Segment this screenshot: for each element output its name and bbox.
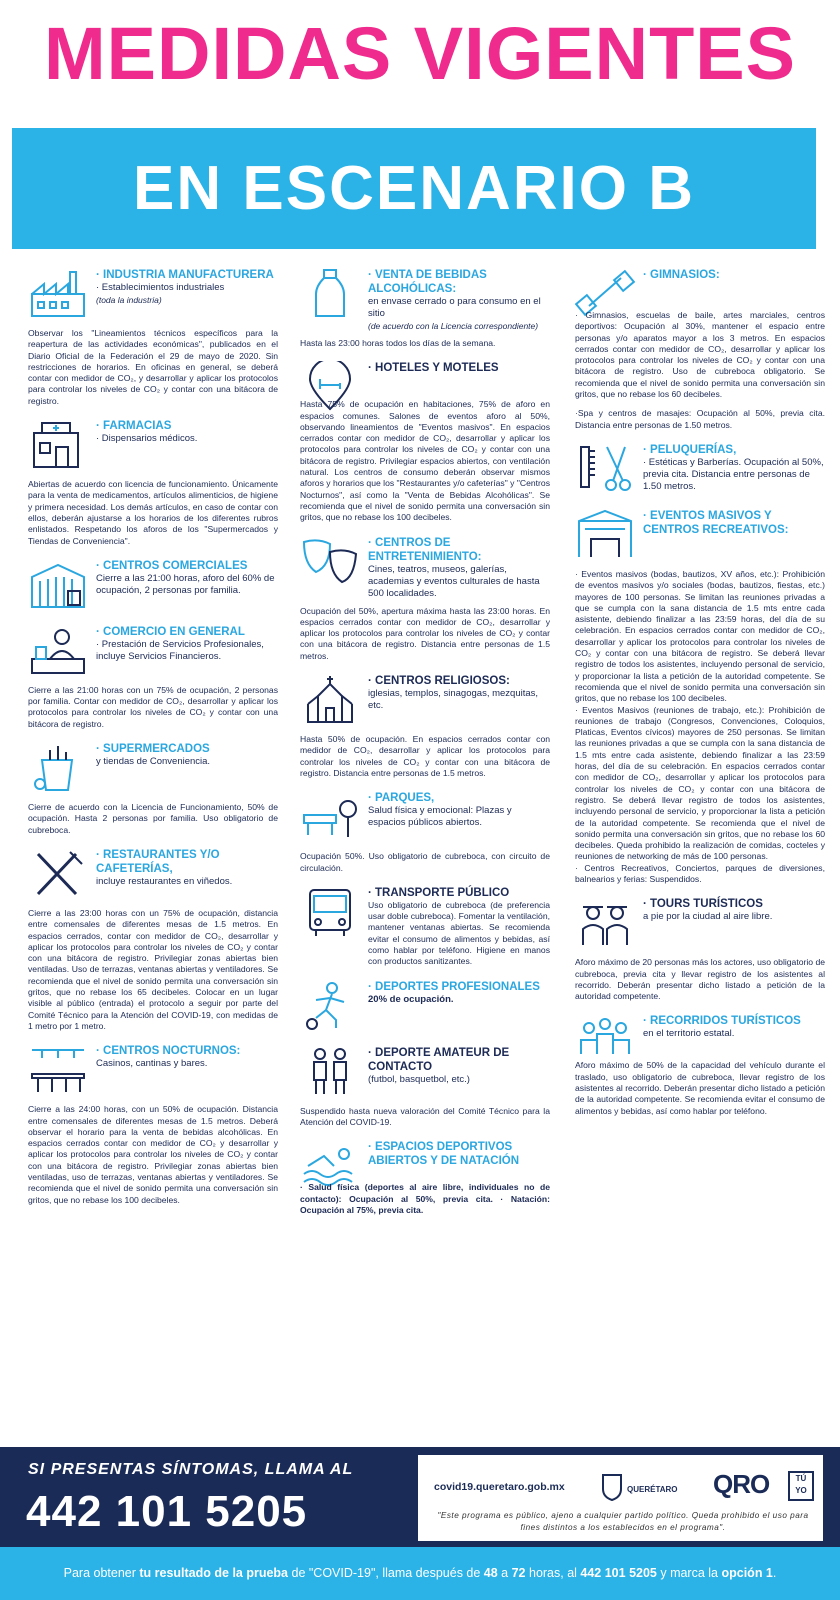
bottom-text-11: . <box>772 1566 777 1580</box>
pharmacy-icon <box>28 419 92 473</box>
qro-logo: QRO <box>713 1469 770 1499</box>
section-subtitle: Cines, teatros, museos, galerías, academias y eventos culturales de hasta 500 localidades. <box>368 563 540 599</box>
page-title: MEDIDAS VIGENTES <box>44 12 796 95</box>
section-body: Aforo máximo de 20 personas más los actores, uso obligatorio de cubreboca, previa cita y llevar registro de los asistentes al recorrido. Deberán presentar dicho listado a petición de la autoridad competente. <box>575 957 825 1002</box>
scissors-comb-icon <box>575 443 639 497</box>
section-comercio <box>28 625 278 730</box>
footer-phone[interactable]: 442 101 5205 <box>26 1487 308 1536</box>
section-peluquerias <box>575 443 825 497</box>
section-bebidas <box>300 268 550 349</box>
section-subtitle: a pie por la ciudad al aire libre. <box>643 911 773 923</box>
dumbbell-icon <box>575 268 639 308</box>
section-title: · FARMACIAS <box>96 420 172 433</box>
hotel-pin-icon <box>300 361 364 397</box>
tuyo-badge: TÚ YO <box>788 1471 814 1501</box>
column-left <box>28 268 278 1218</box>
section-subtitle: y tiendas de Conveniencia. <box>96 756 211 768</box>
footer-call-text: SI PRESENTAS SÍNTOMAS, LLAMA AL <box>28 1461 354 1478</box>
section-body: Observar los "Lineamientos técnicos específicos para la reapertura de las actividades económicas", publicados en el Diario Oficial de la Federación el 29 de mayo de 2020. Sin restricciones de horarios. En oficinas en general, se deberá contar con medidor de CO₂, y desarrollar y aplicar los protocolos para controlar los niveles de CO₂ y contar con una bitácora de registro. <box>28 328 278 406</box>
section-title: · CENTROS NOCTURNOS: <box>96 1045 241 1058</box>
church-icon <box>300 674 364 728</box>
section-title: · HOTELES Y MOTELES <box>368 362 499 375</box>
section-note: (toda la industria) <box>96 295 162 305</box>
section-restaurantes <box>28 848 278 1032</box>
section-title: · TOURS TURÍSTICOS <box>643 898 763 911</box>
bottom-text-9: y marca la <box>656 1566 722 1580</box>
column-right <box>575 268 825 1129</box>
section-eventos <box>575 509 825 885</box>
section-subtitle: Uso obligatorio de cubreboca (de preferencia usar doble cubreboca). Fomentar la ventilación, mantener ventanas abiertas. Se recomienda evitar el consumo de alimentos y bebidas, así como hablar por teléfono. Higiene en manos con productos sanitizantes. <box>368 899 550 967</box>
section-body: Hasta 50% de ocupación. En espacios cerrados contar con medidor de CO₂, desarrollar y aplicar los protocolos para controlar los niveles de CO₂ y contar con una bitácora de registro. Distancia entre personas de 1.5 metros. <box>300 734 550 778</box>
section-title: · SUPERMERCADOS <box>96 743 210 756</box>
section-subtitle: (futbol, basquetbol, etc.) <box>368 1073 470 1085</box>
bus-icon <box>300 886 364 940</box>
section-nocturnos <box>28 1044 278 1206</box>
bar-icon <box>28 1044 92 1098</box>
section-body-3: · Centros Recreativos, Conciertos, parques de diversiones, balnearios y ferias: Suspendidos. <box>575 862 825 884</box>
bottle-icon <box>300 268 364 322</box>
section-title: · ESPACIOS DEPORTIVOS ABIERTOS Y DE NATACIÓN <box>368 1141 520 1168</box>
section-body: Cierre de acuerdo con la Licencia de Funcionamiento, 50% de ocupación. Hasta 2 personas por familia. Uso obligatorio de cubreboca. <box>28 802 278 835</box>
section-title: · CENTROS DE ENTRETENIMIENTO: <box>368 536 482 563</box>
section-subtitle: Salud física y emocional: Plazas y espacios públicos abiertos. <box>368 805 512 829</box>
section-title: · CENTROS RELIGIOSOS: <box>368 675 510 688</box>
section-tours <box>575 897 825 1002</box>
section-body: Cierre a las 21:00 horas con un 75% de ocupación, 2 personas por familia. Contar con medidor de CO₂, desarrollar y aplicar los protocolos para controlar los niveles de CO₂ y contar con una bitácora de registro. <box>28 684 278 729</box>
section-subtitle: en el territorio estatal. <box>643 1028 735 1040</box>
section-body-2: ·Spa y centros de masajes: Ocupación al 50%, previa cita. Distancia entre personas de 1.50 metros. <box>575 408 825 430</box>
section-entretenimiento <box>300 536 550 662</box>
page-subtitle: EN ESCENARIO B <box>133 154 695 223</box>
section-title: · PARQUES, <box>368 792 435 805</box>
section-hoteles <box>300 361 550 523</box>
section-deporte-amateur <box>300 1046 550 1129</box>
section-body: Abiertas de acuerdo con licencia de funcionamiento. Únicamente para la venta de medicamentos, artículos alimenticios, de higiene y primera necesidad. Los demás artículos, en caso de contar con ellos, deberán ajustarse a los horarios de los diferentes rubros enlistados. Respetando los aforos de los "Supermercados y Tiendas de Conveniencia". <box>28 479 278 546</box>
section-title: · RESTAURANTES Y/O CAFETERÍAS, <box>96 848 220 875</box>
section-subtitle: · Estéticas y Barberías. Ocupación al 50%, previa cita. Distancia entre personas de 1.50 metros. <box>643 456 824 492</box>
bottom-text-6: 72 <box>511 1566 526 1580</box>
section-body: Cierre a las 23:00 horas con un 75% de ocupación, distancia entre comensales de diferentes mesas de 1.5 metros. En espacios cerrados, contar con medidor de CO₂, desarrollar y aplicar los protocolos para controlar los niveles de CO₂ y contar con una bitácora de registro. Privilegiar zonas abiertas bien ventiladas. Uso de terrazas, ventanas abiertas y ventiladores. Se recomienda que el nivel de sonido permita una conversación sin gritos, que no rebase los 65 decibeles. Colocar en un lugar visible al público (entrada) el protocolo a seguir por parte del Comité Técnico para la Atención del COVID-19, con medidas de 1 metro por 1 metro. <box>28 907 278 1031</box>
factory-icon <box>28 268 92 322</box>
section-deportes-prof <box>300 980 550 1034</box>
players-icon <box>300 1046 364 1100</box>
section-subtitle: Casinos, cantinas y bares. <box>96 1058 208 1070</box>
section-farmacias <box>28 419 278 547</box>
soccer-player-icon <box>300 980 364 1034</box>
section-industria <box>28 268 278 407</box>
section-subtitle: · Dispensarios médicos. <box>96 433 198 445</box>
section-gimnasios <box>575 268 825 431</box>
section-subtitle: 20% de ocupación. <box>368 993 454 1005</box>
section-parques <box>300 791 550 874</box>
bottom-text-7: horas, al <box>525 1566 581 1580</box>
mall-icon <box>28 559 92 613</box>
section-supermercados <box>28 742 278 836</box>
section-body: Aforo máximo de 50% de la capacidad del vehículo durante el traslado, uso obligatorio de cubreboca, llevar registro de los asistentes al recorrido. Deberán presentar dicho listado a petición de la autoridad competente. Se recomienda evitar el consumo de alimentos y bebidas, así como hablar por teléfono. <box>575 1060 825 1116</box>
section-title: · EVENTOS MASIVOS Y CENTROS RECREATIVOS: <box>643 509 789 536</box>
park-bench-icon <box>300 791 364 845</box>
bottom-info-bar <box>0 1547 840 1600</box>
section-body: Cierre a las 24:00 horas, con un 50% de ocupación. Distancia entre comensales de diferentes mesas de 1.5 metros. Deberá observar el horario para la venta de bebidas alcohólicas. En espacios cerrados contar con medidor de CO₂ y desarrollar y aplicar los protocolos para controlar los niveles de CO₂ y contar con una bitácora de registro. Privilegiar zonas abiertas bien ventiladas, uso de terrazas, ventanas abiertas y ventiladores. Se recomienda que el nivel de sonido permita una conversación sin gritos, que no rebase los 100 decibeles. <box>28 1104 278 1205</box>
section-title: · CENTROS COMERCIALES <box>96 559 248 572</box>
section-body: Ocupación 50%. Uso obligatorio de cubreboca, con circuito de circulación. <box>300 851 550 873</box>
grocery-bag-icon <box>28 742 92 796</box>
bottom-text-4: 48 <box>483 1566 498 1580</box>
section-body: · Salud física (deportes al aire libre, individuales no de contacto): Ocupación al 50%, previa cita. · Natación: Ocupación al 75%, previa cita. <box>300 1182 550 1215</box>
title-band <box>12 128 816 249</box>
section-title: · RECORRIDOS TURÍSTICOS <box>643 1015 801 1028</box>
section-natacion <box>300 1140 550 1216</box>
stage-icon <box>575 509 639 563</box>
bottom-text-1: Para obtener <box>63 1566 140 1580</box>
section-title: · GIMNASIOS: <box>643 269 720 281</box>
desk-worker-icon <box>28 625 92 679</box>
section-title: · INDUSTRIA MANUFACTURERA <box>96 269 274 281</box>
footer-url-link[interactable]: covid19.queretaro.gob.mx <box>434 1481 565 1493</box>
section-body: Hasta 75% de ocupación en habitaciones, 75% de aforo en espacios comunes. Salones de eventos aforo al 50%, observando lineamientos de "Eventos masivos". En espacios cerrados contar con medidor de CO₂, desarrollar y aplicar los protocolos para controlar los niveles de CO₂ y contar con una bitácora de registro. Privilegiar espacios abiertos, con ventilación natural. Los centros de consumo deberán observar mismos aforos y horarios que los "Restaurantes y/o cafeterías" y "Centros Nocturnos", así como la "Venta de Bebidas Alcohólicas". Se recomienda que el nivel de sonido permita una conversación sin gritos, que no rebase los 100 decibeles. <box>300 399 550 523</box>
section-recorridos <box>575 1014 825 1116</box>
section-title: · TRANSPORTE PÚBLICO <box>368 886 510 899</box>
section-body: · Eventos masivos (bodas, bautizos, XV años, etc.): Prohibición de eventos masivos y/o sociales (bodas, bautizos, fiestas, etc.) mayores de 100 personas. Se limitan las reuniones privadas a que se cumpla con la sana distancia de 1.5 mts entre cada asistente, debiendo finalizar a las 23:59 horas, del día de su celebración. En espacios cerrados contar con medidor de CO₂, desarrollar y aplicar los protocolos para controlar los niveles de CO₂ y contar con una bitácora de registro. Se deberá llevar registro de todos los asistentes, incluyendo personal de servicio, y proporcionar la lista a petición de la autoridad competente. Se recomienda que el nivel de sonido permita una conversación sin gritos, que no rebase los 100 decibeles. <box>575 568 825 704</box>
section-transporte <box>300 886 550 968</box>
section-title: · VENTA DE BEBIDAS ALCOHÓLICAS: <box>368 269 487 295</box>
section-title: · COMERCIO EN GENERAL <box>96 625 245 638</box>
bottom-phone[interactable]: 442 101 5205 <box>580 1566 657 1580</box>
section-body: Suspendido hasta nueva valoración del Comité Técnico para la Atención del COVID-19. <box>300 1105 550 1127</box>
section-body: · Gimnasios, escuelas de baile, artes marciales, centros deportivos: Ocupación al 30%, mantener el espacio entre personas y/o aparatos mayor a los 3 metros. En espacios cerrados contar con medidor de CO₂, desarrollar y aplicar los protocolos para controlar los niveles de CO₂ y contar con una bitácora de registro. Uso de cubreboca obligatorio. Se recomienda que el nivel de sonido permita una conversación sin gritos, que no rebase los 60 decibeles. <box>575 310 825 400</box>
section-title: · DEPORTE AMATEUR DE CONTACTO <box>368 1046 510 1073</box>
section-title: · DEPORTES PROFESIONALES <box>368 980 540 993</box>
column-middle <box>300 268 550 1228</box>
section-body: Ocupación del 50%, apertura máxima hasta las 23:00 horas. En espacios cerrados contar con medidor de CO₂, desarrollar y aplicar los protocolos para controlar los niveles de CO₂ y contar con una bitácora de registro. Distancia entre personas de 1.5 metros. <box>300 605 550 661</box>
bottom-text-3: de "COVID-19", llama después de <box>288 1566 484 1580</box>
section-note: (de acuerdo con la Licencia correspondiente) <box>368 321 539 331</box>
tourists-icon <box>575 897 639 951</box>
section-subtitle: · Establecimientos industriales <box>96 282 225 293</box>
queretaro-logo <box>601 1473 696 1501</box>
section-subtitle: iglesias, templos, sinagogas, mezquitas, etc. <box>368 688 539 712</box>
section-centros-comerciales <box>28 559 278 613</box>
bottom-option: opción 1 <box>721 1566 773 1580</box>
group-icon <box>575 1014 639 1054</box>
section-title: · PELUQUERÍAS, <box>643 443 737 456</box>
swimmer-icon <box>300 1140 364 1180</box>
section-religiosos <box>300 674 550 779</box>
section-subtitle: Cierre a las 21:00 horas, aforo del 60% de ocupación, 2 personas por familia. <box>96 572 275 596</box>
theater-masks-icon <box>300 536 364 590</box>
section-subtitle: incluye restaurantes en viñedos. <box>96 875 233 887</box>
bottom-text-2: tu resultado de la prueba <box>139 1566 289 1580</box>
bottom-text-5: a <box>497 1566 512 1580</box>
section-subtitle: · Prestación de Servicios Profesionales, incluye Servicios Financieros. <box>96 638 264 662</box>
footer-info-box <box>418 1455 823 1541</box>
footer-disclaimer: "Este programa es público, ajeno a cualquier partido político. Queda prohibido el uso para fines distintos a los establecidos en el programa". <box>437 1511 809 1532</box>
section-subtitle: en envase cerrado o para consumo en el sitio <box>368 296 541 319</box>
coat-of-arms-icon <box>601 1473 623 1501</box>
section-body-2: · Eventos Masivos (reuniones de trabajo, etc.): Prohibición de reuniones de trabajo (Congresos, Convenciones, Coloquios, Platicas, Eventos cívicos) mayores de 250 personas. Se limitan las reuniones privadas a que se cumpla con la sana distancia de 1.5 mts entre cada asistente, debiendo finalizar a las 23:59 horas, del día de su celebración. En espacios cerrados contar con medidor de CO₂, desarrollar y aplicar los protocolos para controlar los niveles de CO₂ y contar con una bitácora de registro. Se deberá llevar registro de todos los asistentes, incluyendo personal de servicio, y proporcionar la lista a petición de la autoridad competente. Se recomienda que el nivel de sonido permita una conversación sin gritos, que no rebase los 60 decibeles. Queda prohibido la realización de comidas, cocteles y reuniones de networking de más de 100 personas. <box>575 704 825 862</box>
footer <box>0 1447 840 1547</box>
section-body: Hasta las 23:00 horas todos los días de la semana. <box>300 338 496 348</box>
fork-knife-icon <box>28 848 92 902</box>
queretaro-label: QUERÉTARO <box>627 1485 678 1494</box>
